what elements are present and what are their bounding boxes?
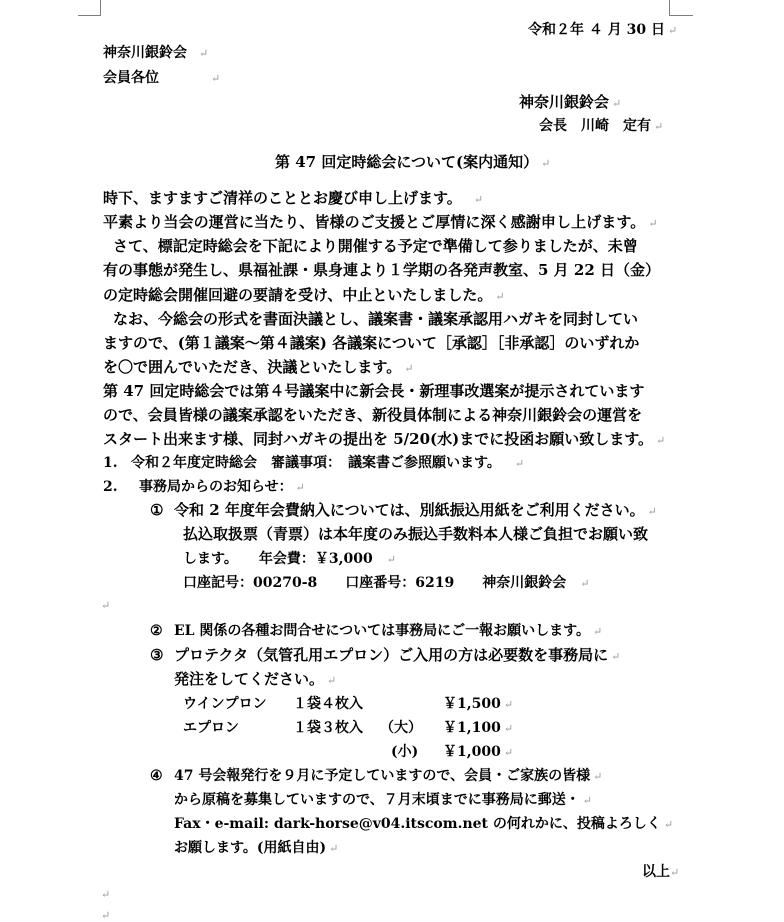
body-line: なお、今総会の形式を書面決議とし、議案書・議案承認用ハガキを同封してい	[113, 310, 639, 328]
body-line: スタート出来ます様、同封ハガキの提出を 5/20(水)までに投函お願い致します。 ↵	[103, 430, 666, 448]
body-line: 平素より当会の運営に当たり、皆様のご支援とご厚情に深く感謝申し上げます。 ↵	[103, 213, 658, 231]
body-line: を〇で囲んでいただき、決議といたします。 ↵	[103, 358, 414, 376]
sub-item-4-marker: ④	[150, 768, 163, 784]
page-title: 第 47 回定時総会について(案内通知） ↵	[275, 153, 551, 171]
sub-item-1-line: 令和 2 年度年会費納入については、別紙振込用紙をご利用ください。 ↵	[174, 501, 657, 519]
list-item-2-number: 2.	[103, 479, 118, 495]
empty-paragraph-mark: ↵	[101, 909, 111, 922]
sender-organization: 神奈川銀鈴会 ↵	[519, 93, 622, 111]
sub-item-1-line: します。 年会費：￥3,000 ↵	[183, 551, 396, 567]
empty-paragraph-mark: ↵	[101, 599, 111, 612]
product-price: ￥1,100 ↵	[443, 720, 514, 736]
body-line: ますので、(第１議案～第４議案) 各議案について［承認］［非承認］のいずれか	[103, 334, 640, 352]
sub-item-2-marker: ②	[150, 623, 163, 639]
list-item-2: 事務局からのお知らせ： ↵	[139, 479, 305, 495]
sub-item-1-marker: ①	[150, 501, 164, 519]
sub-item-3-marker: ③	[150, 646, 164, 664]
body-line: 第 47 回定時総会では第４号議案中に新会長・新理事改選案が提示されています	[103, 382, 645, 400]
sub-item-1-line: 払込取扱票（青票）は本年度のみ振込手数料本人様ご負担でお願い致	[183, 525, 649, 543]
empty-paragraph-mark: ↵	[101, 888, 111, 901]
crop-mark-top-left-horizontal	[78, 15, 101, 16]
crop-mark-top-left-vertical	[100, 0, 101, 16]
body-line: 時下、ますますご清祥のこととお慶び申し上げます。 ↵	[103, 189, 484, 207]
sub-item-2: EL 関係の各種お問合せについては事務局にご一報お願いします。 ↵	[174, 623, 603, 639]
product-quantity: １袋４枚入	[293, 696, 363, 712]
body-line: の定時総会開催回避の要請を受け、中止といたしました。 ↵	[103, 286, 505, 304]
sub-item-4-line: から原稿を募集していますので、７月末頃までに事務局に郵送・ ↵	[174, 792, 592, 808]
recipient-members: 会員各位 ↵	[103, 70, 221, 86]
sub-item-4-line: お願します。(用紙自由) ↵	[174, 840, 339, 856]
body-line: ので、会員皆様の議案承認をいただき、新役員体制による神奈川銀鈴会の運営を	[103, 406, 643, 424]
document-date: 令和２年 ４ 月 30 日 ↵	[528, 22, 678, 38]
list-item-1: 令和２年度定時総会 審議事項： 議案書ご参照願います。 ↵	[131, 455, 525, 471]
product-price: ￥1,000 ↵	[443, 744, 514, 760]
product-quantity: １袋３枚入	[293, 720, 363, 736]
sub-item-4-line: Fax・e-mail: dark-horse@v04.itscom.net の何れかに、投稿よろしく ↵	[174, 816, 674, 832]
closing-text: 以上↵	[642, 864, 680, 880]
product-name: ウインプロン	[183, 696, 267, 712]
product-size: （大）	[380, 720, 422, 736]
sub-item-3-line: プロテクタ（気管孔用エプロン）ご入用の方は必要数を事務局に ↵	[174, 646, 621, 664]
sub-item-4-line: 47 号会報発行を９月に予定していますので、会員・ご家族の皆様 ↵	[174, 768, 603, 784]
body-line: さて、標記定時総会を下記により開催する予定で準備して参りましたが、未曾	[113, 237, 638, 255]
product-size: (小)	[391, 744, 419, 760]
bank-account-line: 口座記号：00270-8 口座番号：6219 神奈川銀鈴会 ↵	[183, 575, 590, 591]
sender-name: 会長 川崎 定有 ↵	[539, 118, 664, 134]
crop-mark-top-right-vertical	[669, 0, 670, 16]
sub-item-3-line: 発注をしてください。 ↵	[174, 670, 337, 688]
product-name: エプロン	[183, 720, 239, 736]
crop-mark-top-right-horizontal	[669, 15, 693, 16]
list-item-1-number: 1.	[103, 455, 118, 471]
product-price: ￥1,500 ↵	[443, 696, 514, 712]
recipient-organization: 神奈川銀鈴会 ↵	[103, 45, 209, 61]
body-line: 有の事態が発生し、県福祉課・県身連より１学期の各発声教室、5 月 22 日（金）	[103, 261, 660, 279]
